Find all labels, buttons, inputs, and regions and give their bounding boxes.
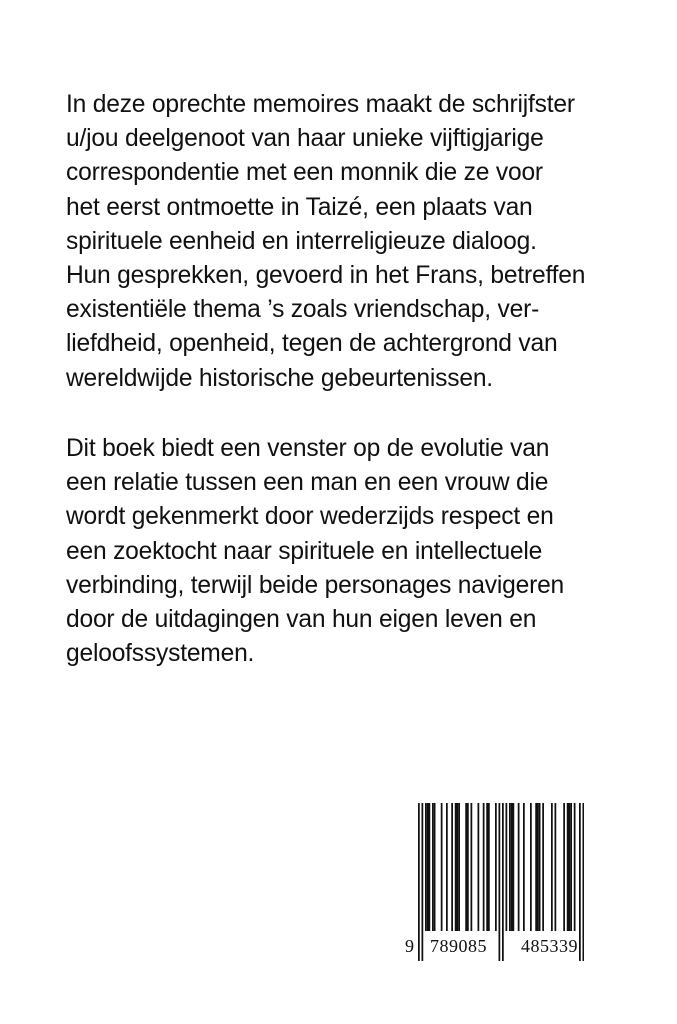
paragraph-line: geloofssystemen. <box>66 640 255 668</box>
paragraph-line: correspondentie met een monnik die ze voor <box>66 159 543 187</box>
description-paragraph-2 <box>66 432 626 671</box>
barcode-bar <box>583 803 585 961</box>
paragraph-line: het eerst ontmoette in Taizé, een plaats van <box>66 193 533 221</box>
barcode-bar <box>569 803 571 931</box>
barcode-bar <box>467 803 469 931</box>
barcode-bar <box>455 803 457 931</box>
barcode-bar <box>513 803 515 931</box>
barcode-bar <box>551 803 553 931</box>
barcode-bar <box>535 803 537 931</box>
paragraph-line: existentiële thema ’s zoals vriendschap, ver- <box>66 296 540 324</box>
barcode-bar <box>518 803 520 931</box>
barcode-bar <box>486 803 488 931</box>
barcode-bar <box>425 803 427 931</box>
paragraph-line: verbinding, terwijl beide personages navigeren <box>66 571 565 599</box>
barcode-bar <box>457 803 459 931</box>
barcode-bar <box>499 803 501 961</box>
barcode-bar <box>511 803 513 931</box>
barcode-bar <box>488 803 490 931</box>
barcode-bar <box>478 803 480 931</box>
paragraph-line: wordt gekenmerkt door wederzijds respect en <box>66 503 554 531</box>
barcode-bar <box>434 803 436 931</box>
paragraph-line: In deze oprechte memoires maakt de schrijfster <box>66 91 575 118</box>
barcode-lead-digit: 9 <box>405 936 415 956</box>
barcode-bar <box>418 803 420 961</box>
barcode-bar <box>574 803 576 931</box>
paragraph-line: een zoektocht naar spirituele en intellectuele <box>66 537 543 565</box>
barcode-bar <box>495 803 497 931</box>
barcode-bar <box>465 803 467 931</box>
barcode-bar <box>432 803 434 931</box>
paragraph-line: wereldwijde historische gebeurtenissen. <box>66 364 493 392</box>
barcode-bar <box>441 803 443 931</box>
barcode-bar <box>483 803 485 931</box>
paragraph-line: u/jou deelgenoot van haar unieke vijftigjarige <box>66 125 544 153</box>
barcode-bar <box>530 803 532 931</box>
paragraph-line: spirituele eenheid en interreligieuze dialoog. <box>66 227 537 255</box>
paragraph-line: een relatie tussen een man en een vrouw die <box>66 469 549 497</box>
barcode-bar <box>429 803 431 931</box>
barcode-bar <box>422 803 424 961</box>
barcode-bar <box>458 803 460 931</box>
barcode-bar <box>427 803 429 931</box>
barcode-left-digits: 789085 <box>430 936 487 956</box>
barcode-bar <box>509 803 511 931</box>
barcode-bar <box>502 803 504 961</box>
barcode-bar <box>570 803 572 931</box>
barcode-bar <box>579 803 581 961</box>
barcode-bar <box>471 803 473 931</box>
paragraph-line: door de uitdagingen van hun eigen leven en <box>66 606 537 634</box>
barcode-bar <box>539 803 541 931</box>
paragraph-line: Hun gesprekken, gevoerd in het Frans, betreffen <box>66 262 586 290</box>
description-paragraph-1 <box>66 88 626 396</box>
barcode-bar <box>523 803 525 931</box>
barcode-bar <box>537 803 539 931</box>
barcode-bar <box>567 803 569 931</box>
barcode-right-digits: 485339 <box>521 936 578 956</box>
barcode-bar <box>542 803 544 931</box>
barcode-bar <box>506 803 508 931</box>
paragraph-line: liefdheid, openheid, tegen de achtergrond van <box>66 330 558 358</box>
barcode-bar <box>446 803 448 931</box>
paragraph-line: Dit boek biedt een venster op de evolutie van <box>66 435 550 462</box>
barcode-bar <box>555 803 557 931</box>
barcode-bar <box>451 803 453 931</box>
barcode-bar <box>563 803 565 931</box>
